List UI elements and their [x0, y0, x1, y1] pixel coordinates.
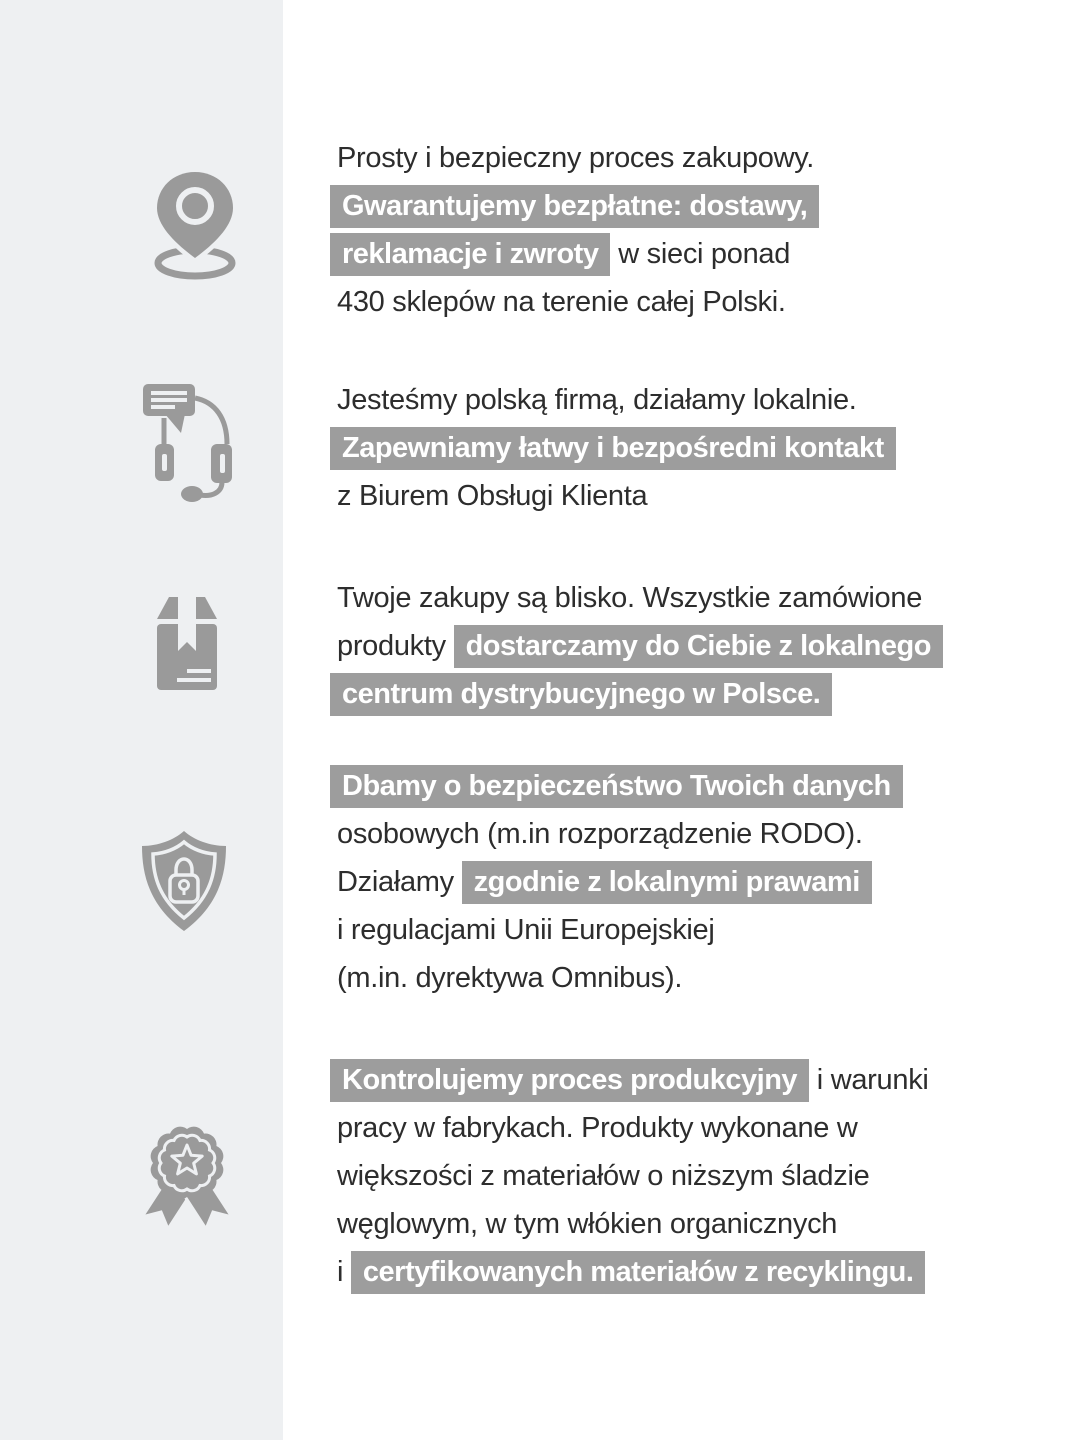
highlighted-text: reklamacje i zwroty [330, 233, 610, 276]
text-line [330, 670, 943, 718]
text-line [330, 1248, 929, 1296]
benefit-section-local-delivery [330, 574, 943, 718]
text-segment: większości z materiałów o niższym śladzie [337, 1159, 870, 1192]
text-segment: (m.in. dyrektywa Omnibus). [337, 961, 683, 994]
shield-lock-icon [136, 828, 232, 936]
text-line [330, 1152, 929, 1200]
text-segment: z Biurem Obsługi Klienta [337, 479, 648, 512]
text-segment: produkty [337, 629, 454, 662]
text-line [330, 278, 819, 326]
text-line [330, 134, 819, 182]
text-segment: 430 sklepów na terenie całej Polski. [337, 285, 786, 318]
text-line [330, 424, 896, 472]
highlighted-text: Dbamy o bezpieczeństwo Twoich danych [330, 765, 903, 808]
text-segment: Prosty i bezpieczny proces zakupowy. [337, 141, 815, 174]
text-line [330, 376, 896, 424]
text-line [330, 1200, 929, 1248]
highlighted-text: Gwarantujemy bezpłatne: dostawy, [330, 185, 819, 228]
text-line [330, 762, 903, 810]
text-segment: Twoje zakupy są blisko. Wszystkie zamówione [337, 581, 923, 614]
award-badge-icon [132, 1117, 242, 1235]
text-segment: Jesteśmy polską firmą, działamy lokalnie. [337, 383, 857, 416]
text-line [330, 1056, 929, 1104]
text-line [330, 954, 903, 1002]
highlighted-text: Kontrolujemy proces produkcyjny [330, 1059, 809, 1102]
text-line [330, 810, 903, 858]
benefit-section-production-control [330, 1056, 929, 1296]
text-line [330, 472, 896, 520]
text-line [330, 906, 903, 954]
text-line [330, 858, 903, 906]
text-line [330, 1104, 929, 1152]
text-segment: pracy w fabrykach. Produkty wykonane w [337, 1111, 858, 1144]
highlighted-text: centrum dystrybucyjnego w Polsce. [330, 673, 832, 716]
highlighted-text: zgodnie z lokalnymi prawami [462, 861, 872, 904]
chat-headset-icon [135, 382, 235, 504]
text-line [330, 622, 943, 670]
text-line [330, 182, 819, 230]
text-segment: osobowych (m.in rozporządzenie RODO). [337, 817, 863, 850]
benefit-section-local-contact [330, 376, 896, 520]
text-segment: i warunki [809, 1063, 929, 1096]
benefit-section-data-security [330, 762, 903, 1002]
location-pin-icon [150, 168, 240, 280]
text-segment: w sieci ponad [610, 237, 791, 270]
benefit-section-shopping-process [330, 134, 819, 326]
text-segment: węglowym, w tym włókien organicznych [337, 1207, 838, 1240]
highlighted-text: certyfikowanych materiałów z recyklingu. [351, 1251, 926, 1294]
package-icon [147, 595, 227, 692]
text-segment: i regulacjami Unii Europejskiej [337, 913, 715, 946]
highlighted-text: Zapewniamy łatwy i bezpośredni kontakt [330, 427, 896, 470]
highlighted-text: dostarczamy do Ciebie z lokalnego [454, 625, 943, 668]
text-segment: i [337, 1255, 351, 1288]
text-segment: Działamy [337, 865, 462, 898]
text-line [330, 574, 943, 622]
text-line [330, 230, 819, 278]
